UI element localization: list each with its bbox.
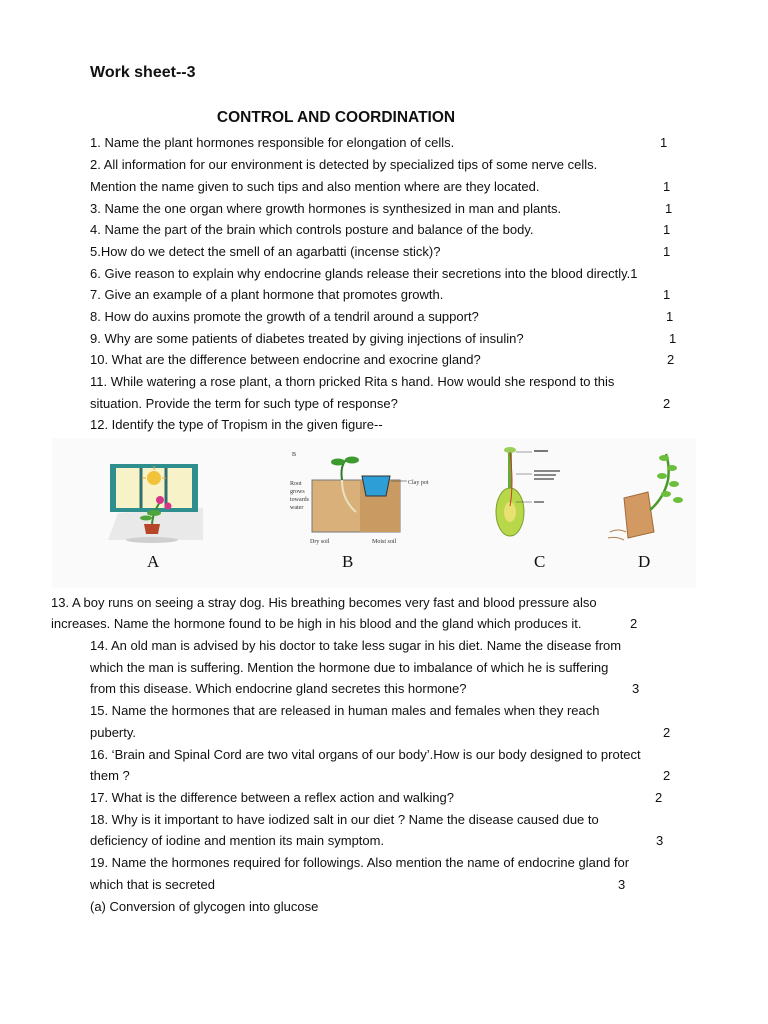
question-19-sub-a: (a) Conversion of glycogen into glucose	[90, 899, 319, 914]
figure-label-c: C	[534, 552, 546, 571]
question-2-line-1: 2. All information for our environment is detected by specialized tips of some nerve cells.	[90, 157, 598, 172]
question-9-marks: 1	[669, 331, 677, 346]
question-5: 5.How do we detect the smell of an agarbatti (incense stick)?	[90, 244, 441, 259]
tropism-figure	[52, 438, 696, 588]
question-13-marks: 2	[630, 616, 638, 631]
question-4-marks: 1	[663, 222, 671, 237]
question-2-marks: 1	[663, 179, 671, 194]
figure-b-root: Root	[290, 481, 302, 487]
question-14-line-3: from this disease. Which endocrine gland secretes this hormone?	[90, 681, 467, 696]
question-11-line-2: situation. Provide the term for such type of response?	[90, 396, 398, 411]
question-15-marks: 2	[663, 725, 671, 740]
question-1-marks: 1	[660, 135, 668, 150]
question-4: 4. Name the part of the brain which controls posture and balance of the body.	[90, 222, 534, 237]
figure-d-thigmotropism	[604, 448, 694, 544]
figure-label-d: D	[638, 552, 651, 571]
figure-label-b: B	[342, 552, 354, 571]
figure-c-chemotropism	[492, 444, 572, 542]
question-8-marks: 1	[666, 309, 674, 324]
question-14-line-1: 14. An old man is advised by his doctor to take less sugar in his diet. Name the disease from	[90, 638, 622, 653]
question-14-marks: 3	[632, 681, 640, 696]
question-15-line-2: puberty.	[90, 725, 137, 740]
question-17-marks: 2	[655, 790, 663, 805]
question-19-marks: 3	[618, 877, 626, 892]
question-16-marks: 2	[663, 768, 671, 783]
figure-b-grows: grows	[290, 489, 305, 495]
question-18-line-1: 18. Why is it important to have iodized salt in our diet ? Name the disease caused due to	[90, 812, 599, 827]
figure-b-corner: B	[292, 452, 297, 458]
question-6: 6. Give reason to explain why endocrine glands release their secretions into the blood directly.1	[90, 266, 638, 281]
chapter-title: CONTROL AND COORDINATION	[216, 109, 456, 126]
question-18-marks: 3	[656, 833, 664, 848]
figure-b-clay-pot: Clay pot	[408, 480, 429, 486]
worksheet-title: Work sheet--3	[90, 64, 196, 81]
question-13-line-1: 13. A boy runs on seeing a stray dog. His breathing becomes very fast and blood pressure also	[51, 595, 597, 610]
figure-b-hydrotropism	[290, 450, 440, 550]
question-17: 17. What is the difference between a reflex action and walking?	[90, 790, 454, 805]
question-10: 10. What are the difference between endocrine and exocrine gland?	[90, 352, 481, 367]
question-19-line-1: 19. Name the hormones required for followings. Also mention the name of endocrine gland for	[90, 855, 630, 870]
question-19-line-2: which that is secreted	[90, 877, 216, 892]
question-12: 12. Identify the type of Tropism in the given figure--	[90, 417, 383, 432]
question-11-line-1: 11. While watering a rose plant, a thorn pricked Rita s hand. How would she respond to this	[90, 374, 615, 389]
figure-label-a: A	[147, 552, 160, 571]
question-13-line-2: increases. Name the hormone found to be high in his blood and the gland which produces it.	[51, 616, 582, 631]
figure-b-towards: towards	[290, 497, 309, 503]
question-7: 7. Give an example of a plant hormone that promotes growth.	[90, 287, 444, 302]
question-1: 1. Name the plant hormones responsible for elongation of cells.	[90, 135, 455, 150]
question-18-line-2: deficiency of iodine and mention its main symptom.	[90, 833, 385, 848]
question-5-marks: 1	[663, 244, 671, 259]
question-8: 8. How do auxins promote the growth of a tendril around a support?	[90, 309, 479, 324]
question-3: 3. Name the one organ where growth hormones is synthesized in man and plants.	[90, 201, 562, 216]
question-9: 9. Why are some patients of diabetes treated by giving injections of insulin?	[90, 331, 524, 346]
question-7-marks: 1	[663, 287, 671, 302]
question-15-line-1: 15. Name the hormones that are released in human males and females when they reach	[90, 703, 600, 718]
question-16-line-1: 16. ‘Brain and Spinal Cord are two vital organs of our body’.How is our body designed to protect	[90, 747, 641, 762]
question-11-marks: 2	[663, 396, 671, 411]
figure-b-moist-soil: Moist soil	[372, 539, 397, 545]
question-16-line-2: them ?	[90, 768, 130, 783]
question-2-line-2: Mention the name given to such tips and also mention where are they located.	[90, 179, 540, 194]
figure-b-dry-soil: Dry soil	[310, 539, 330, 545]
figure-b-water: water	[290, 505, 304, 511]
question-3-marks: 1	[665, 201, 673, 216]
question-14-line-2: which the man is suffering. Mention the hormone due to imbalance of which he is suffering	[90, 660, 609, 675]
question-10-marks: 2	[667, 352, 675, 367]
figure-a-phototropism	[108, 458, 208, 543]
